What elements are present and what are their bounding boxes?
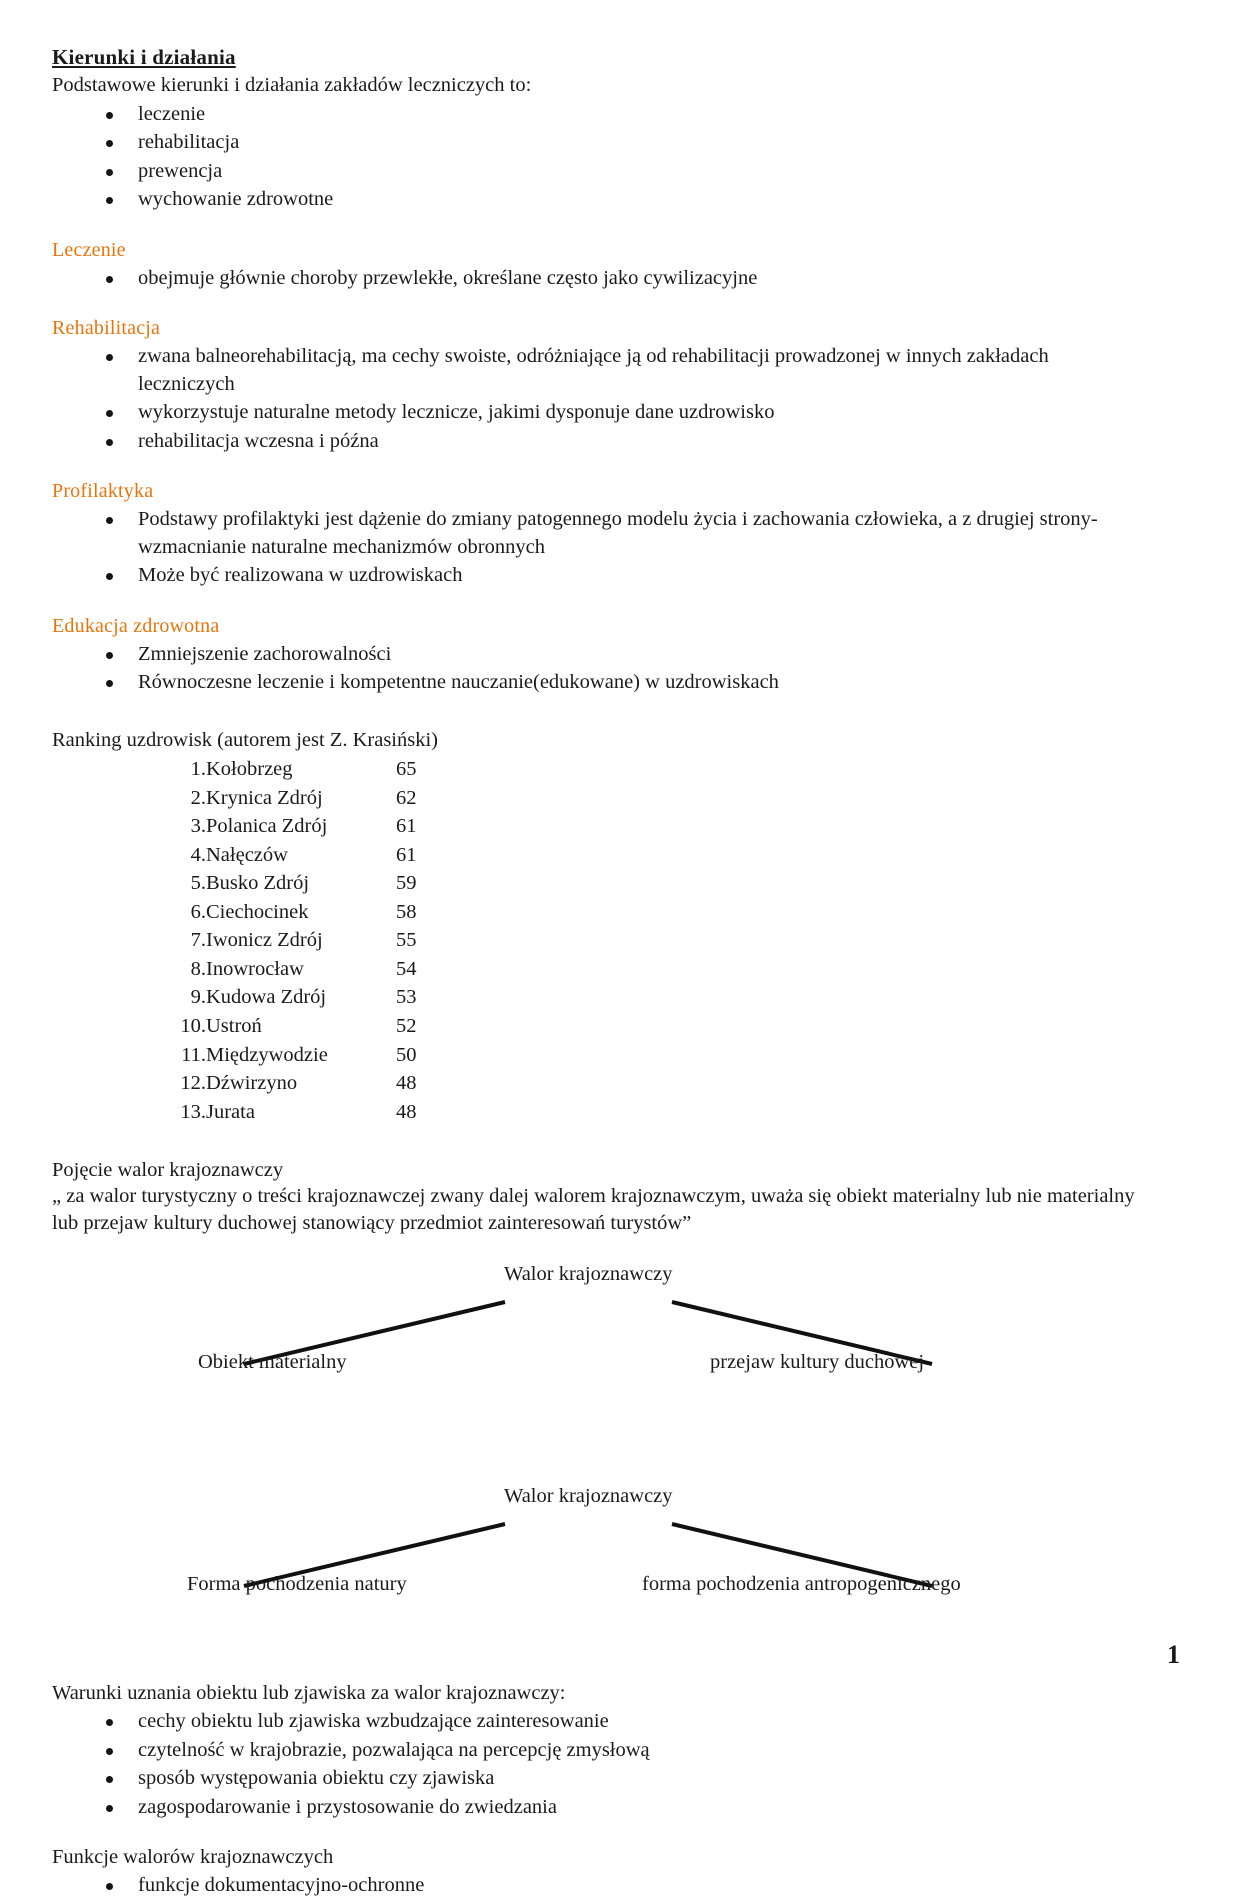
rank-name: Iwonicz Zdrój	[206, 929, 323, 952]
table-row	[160, 899, 456, 928]
table-row	[160, 984, 456, 1013]
ranking-intro: Ranking uzdrowisk (autorem jest Z. Krasiński)	[52, 729, 439, 752]
table-row	[160, 1099, 456, 1128]
list-item: czytelność w krajobrazie, pozwalająca na percepcję zmysłową	[100, 1737, 1142, 1764]
conditions-bullet-list	[52, 1708, 1142, 1821]
table-row	[160, 956, 456, 985]
rank-score: 65	[396, 758, 417, 781]
conditions-title: Warunki uznania obiektu lub zjawiska za walor krajoznawczy:	[52, 1681, 566, 1704]
list-item: obejmuje głównie choroby przewlekłe, określane często jako cywilizacyjne	[100, 265, 1142, 292]
ranking-table	[160, 756, 456, 1127]
rank-name: Busko Zdrój	[206, 872, 310, 895]
table-row	[160, 1013, 456, 1042]
rank-score: 48	[396, 1100, 417, 1123]
section-heading-edukacja-zdrowotna: Edukacja zdrowotna	[52, 614, 220, 637]
section-bullets-leczenie	[52, 265, 1142, 292]
rank-number: 2.	[190, 786, 206, 809]
rank-score: 48	[396, 1072, 417, 1095]
list-item: zagospodarowanie i przystosowanie do zwiedzania	[100, 1794, 1142, 1821]
table-row	[160, 870, 456, 899]
rank-score: 53	[396, 986, 417, 1009]
list-item: leczenie	[100, 101, 1142, 128]
functions-title: Funkcje walorów krajoznawczych	[52, 1846, 334, 1869]
table-row	[160, 785, 456, 814]
list-item: funkcje dokumentacyjno-ochronne	[100, 1872, 1142, 1899]
rank-name: Międzywodzie	[206, 1043, 328, 1066]
table-row	[160, 842, 456, 871]
intro-bullet-list	[52, 101, 1142, 214]
rank-name: Ciechocinek	[206, 900, 309, 923]
rank-number: 11.	[181, 1043, 206, 1066]
rank-score: 55	[396, 929, 417, 952]
table-row	[160, 1042, 456, 1071]
functions-bullet-list	[52, 1872, 1142, 1899]
rank-number: 5.	[190, 872, 206, 895]
rank-name: Kudowa Zdrój	[206, 986, 327, 1009]
rank-number: 13.	[180, 1100, 206, 1123]
page-title: Kierunki i działania	[52, 45, 236, 69]
diagram1-right-label: przejaw kultury duchowej	[710, 1350, 925, 1373]
rank-number: 6.	[190, 900, 206, 923]
document-content	[52, 44, 1142, 1901]
rank-number: 12.	[180, 1072, 206, 1095]
diagram2-right-label: forma pochodzenia antropogenicznego	[642, 1572, 961, 1595]
rank-name: Ustroń	[206, 1015, 262, 1038]
intro-paragraph: Podstawowe kierunki i działania zakładów leczniczych to:	[52, 74, 532, 97]
list-item: Podstawy profilaktyki jest dążenie do zmiany patogennego modelu życia i zachowania człowieka, a z drugiej strony- wzmacnianie naturalne mechanizmów obronnych	[100, 506, 1142, 561]
list-item: prewencja	[100, 158, 1142, 185]
section-bullets-rehabilitacja	[52, 343, 1142, 455]
rank-name: Jurata	[206, 1100, 255, 1123]
list-item: Zmniejszenie zachorowalności	[100, 641, 1142, 668]
table-row	[160, 1070, 456, 1099]
list-item: Może być realizowana w uzdrowiskach	[100, 562, 1142, 589]
list-item: rehabilitacja	[100, 129, 1142, 156]
definition-title: Pojęcie walor krajoznawczy	[52, 1159, 284, 1182]
rank-score: 59	[396, 872, 417, 895]
rank-score: 61	[396, 815, 417, 838]
rank-name: Dźwirzyno	[206, 1072, 298, 1095]
rank-name: Polanica Zdrój	[206, 815, 328, 838]
diagram-walor-krajoznawczy-2	[52, 1480, 1142, 1680]
definition-quote-line1: „ za walor turystyczny o treści krajoznawczej zwany dalej walorem krajoznawczym, uważa się obiekt materialny lub nie materialny	[52, 1185, 1135, 1208]
rank-number: 7.	[190, 929, 206, 952]
rank-number: 3.	[190, 815, 206, 838]
diagram1-root-label: Walor krajoznawczy	[504, 1262, 673, 1285]
section-heading-leczenie: Leczenie	[52, 238, 126, 261]
definition-quote-line2: lub przejaw kultury duchowej stanowiący przedmiot zainteresowań turystów”	[52, 1211, 692, 1234]
rank-score: 54	[396, 957, 417, 980]
rank-number: 1.	[190, 758, 206, 781]
list-item: zwana balneorehabilitacją, ma cechy swoiste, odróżniające ją od rehabilitacji prowadzonej w innych zakładach leczniczych	[100, 343, 1142, 398]
rank-name: Inowrocław	[206, 957, 304, 980]
rank-number: 8.	[190, 957, 206, 980]
list-item: wychowanie zdrowotne	[100, 186, 1142, 213]
table-row	[160, 813, 456, 842]
list-item: sposób występowania obiektu czy zjawiska	[100, 1765, 1142, 1792]
section-bullets-edukacja	[52, 641, 1142, 697]
list-item: cechy obiektu lub zjawiska wzbudzające zainteresowanie	[100, 1708, 1142, 1735]
rank-score: 52	[396, 1015, 417, 1038]
list-item: wykorzystuje naturalne metody lecznicze, jakimi dysponuje dane uzdrowisko	[100, 399, 1142, 426]
rank-score: 61	[396, 843, 417, 866]
rank-name: Krynica Zdrój	[206, 786, 323, 809]
section-bullets-profilaktyka	[52, 506, 1142, 589]
page-number: 1	[1167, 1640, 1180, 1669]
list-item: Równoczesne leczenie i kompetentne nauczanie(edukowane) w uzdrowiskach	[100, 669, 1142, 696]
table-row	[160, 927, 456, 956]
rank-number: 10.	[180, 1015, 206, 1038]
rank-score: 50	[396, 1043, 417, 1066]
diagram2-root-label: Walor krajoznawczy	[504, 1484, 673, 1507]
rank-name: Kołobrzeg	[206, 758, 293, 781]
list-item: rehabilitacja wczesna i późna	[100, 428, 1142, 455]
rank-score: 58	[396, 900, 417, 923]
rank-name: Nałęczów	[206, 843, 288, 866]
diagram1-left-label: Obiekt materialny	[198, 1350, 347, 1373]
table-row	[160, 756, 456, 785]
diagram2-left-label: Forma pochodzenia natury	[187, 1572, 407, 1595]
rank-number: 9.	[190, 986, 206, 1009]
section-heading-profilaktyka: Profilaktyka	[52, 480, 154, 503]
diagram-walor-krajoznawczy-1	[52, 1258, 1142, 1458]
rank-number: 4.	[190, 843, 206, 866]
rank-score: 62	[396, 786, 417, 809]
section-heading-rehabilitacja: Rehabilitacja	[52, 317, 161, 340]
